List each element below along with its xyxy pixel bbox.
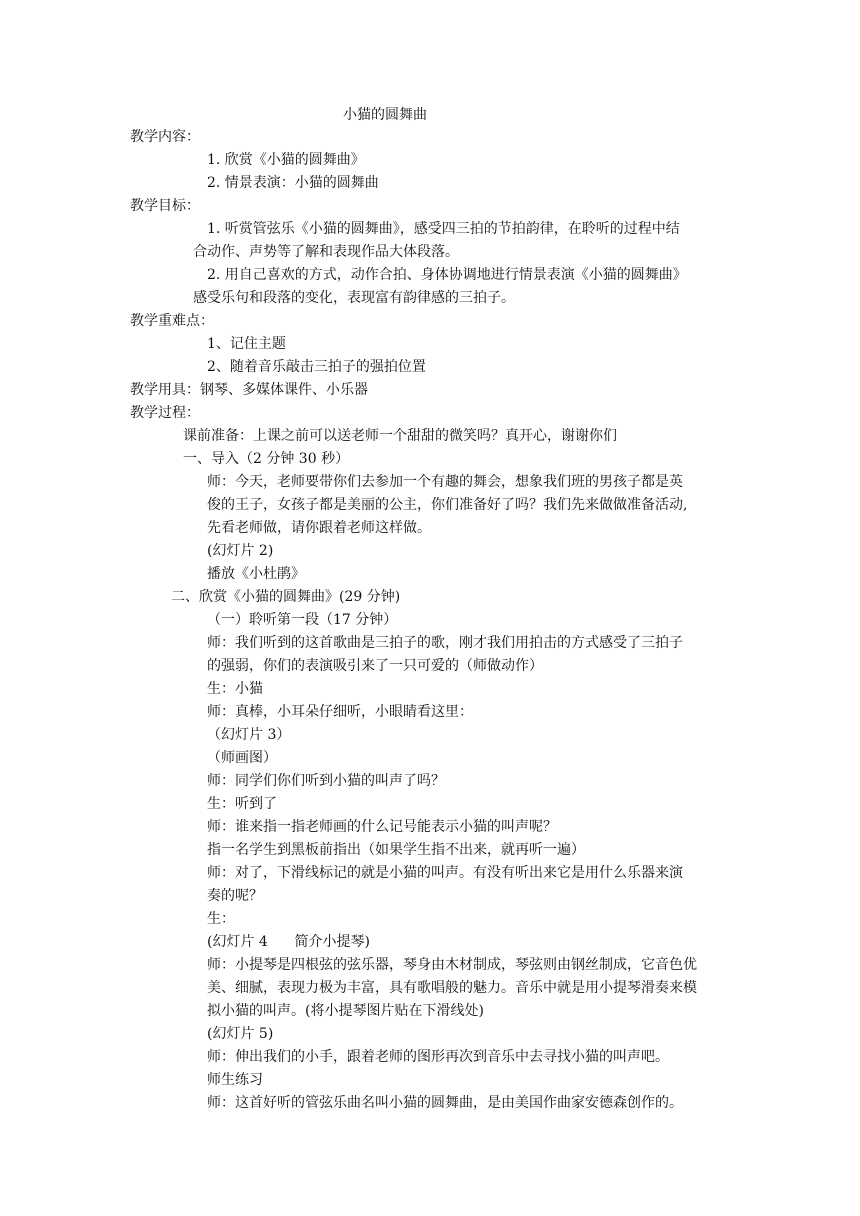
paragraph-line: （幻灯片 3） xyxy=(207,727,291,743)
paragraph-line: (幻灯片 4 简介小提琴) xyxy=(207,934,370,950)
document-title: 小猫的圆舞曲 xyxy=(343,107,427,123)
paragraph-line: 的强弱，你们的表演吸引来了一只可爱的（师做动作） xyxy=(207,658,543,674)
goal-text: 1. 听赏管弦乐《小猫的圆舞曲》，感受四三拍的节拍韵律，在聆听的过程中结 xyxy=(207,221,680,237)
process-heading: 教学过程： xyxy=(130,405,200,421)
goal-text: 合动作、声势等了解和表现作品大体段落。 xyxy=(193,244,459,260)
paragraph-line: 师：这首好听的管弦乐曲名叫小猫的圆舞曲，是由美国作曲家安德森创作的。 xyxy=(207,1095,683,1111)
paragraph-line: 生：听到了 xyxy=(207,796,277,812)
paragraph-line: 美、细腻，表现力极为丰富，具有歌唱般的魅力。音乐中就是用小提琴滑奏来模 xyxy=(207,980,697,996)
paragraph-line: 奏的呢？ xyxy=(207,888,263,904)
section-heading: 一、导入（2 分钟 30 秒） xyxy=(183,451,350,467)
paragraph-line: 师：谁来指一指老师画的什么记号能表示小猫的叫声呢？ xyxy=(207,819,557,835)
key-point-item: 2、随着音乐敲击三拍子的强拍位置 xyxy=(207,359,426,375)
paragraph-line: 生： xyxy=(207,911,235,927)
subsection-heading: （一）聆听第一段（17 分钟） xyxy=(207,612,398,628)
paragraph-line: 师：同学们你们听到小猫的叫声了吗？ xyxy=(207,773,445,789)
goals-heading: 教学目标： xyxy=(130,198,200,214)
paragraph-line: 俊的王子，女孩子都是美丽的公主，你们准备好了吗？我们先来做做准备活动, xyxy=(207,497,688,513)
content-item: 2. 情景表演：小猫的圆舞曲 xyxy=(207,175,379,191)
paragraph-line: (幻灯片 5) xyxy=(207,1026,274,1042)
tools-line: 教学用具：钢琴、多媒体课件、小乐器 xyxy=(130,382,368,398)
key-points-heading: 教学重难点： xyxy=(130,313,214,329)
paragraph-line: 师：对了，下滑线标记的就是小猫的叫声。有没有听出来它是用什么乐器来演 xyxy=(207,865,683,881)
content-item: 1. 欣赏《小猫的圆舞曲》 xyxy=(207,152,365,168)
paragraph-line: 先看老师做，请你跟着老师这样做。 xyxy=(207,520,431,536)
paragraph-line: 拟小猫的叫声。(将小提琴图片贴在下滑线处) xyxy=(207,1003,484,1019)
section-heading: 二、欣赏《小猫的圆舞曲》(29 分钟) xyxy=(171,589,401,605)
paragraph-line: 师：小提琴是四根弦的弦乐器，琴身由木材制成，琴弦则由钢丝制成，它音色优 xyxy=(207,957,697,973)
paragraph-line: 生：小猫 xyxy=(207,681,263,697)
key-point-item: 1、记住主题 xyxy=(207,336,286,352)
paragraph-line: （师画图） xyxy=(207,750,277,766)
process-prep: 课前准备：上课之前可以送老师一个甜甜的微笑吗？真开心，谢谢你们 xyxy=(183,428,617,444)
paragraph-line: 师：今天，老师要带你们去参加一个有趣的舞会，想象我们班的男孩子都是英 xyxy=(207,474,683,490)
paragraph-line: 指一名学生到黑板前指出（如果学生指不出来，就再听一遍） xyxy=(207,842,585,858)
paragraph-line: 师生练习 xyxy=(207,1072,263,1088)
paragraph-line: (幻灯片 2) xyxy=(207,543,274,559)
paragraph-line: 师：伸出我们的小手，跟着老师的图形再次到音乐中去寻找小猫的叫声吧。 xyxy=(207,1049,669,1065)
paragraph-line: 师：真棒，小耳朵仔细听，小眼睛看这里： xyxy=(207,704,473,720)
paragraph-line: 播放《小杜鹃》 xyxy=(207,566,305,582)
content-heading: 教学内容： xyxy=(130,129,200,145)
goal-text: 2. 用自己喜欢的方式，动作合拍、身体协调地进行情景表演《小猫的圆舞曲》 xyxy=(207,267,687,283)
paragraph-line: 师：我们听到的这首歌曲是三拍子的歌，刚才我们用拍击的方式感受了三拍子 xyxy=(207,635,683,651)
goal-text: 感受乐句和段落的变化，表现富有韵律感的三拍子。 xyxy=(193,290,515,306)
